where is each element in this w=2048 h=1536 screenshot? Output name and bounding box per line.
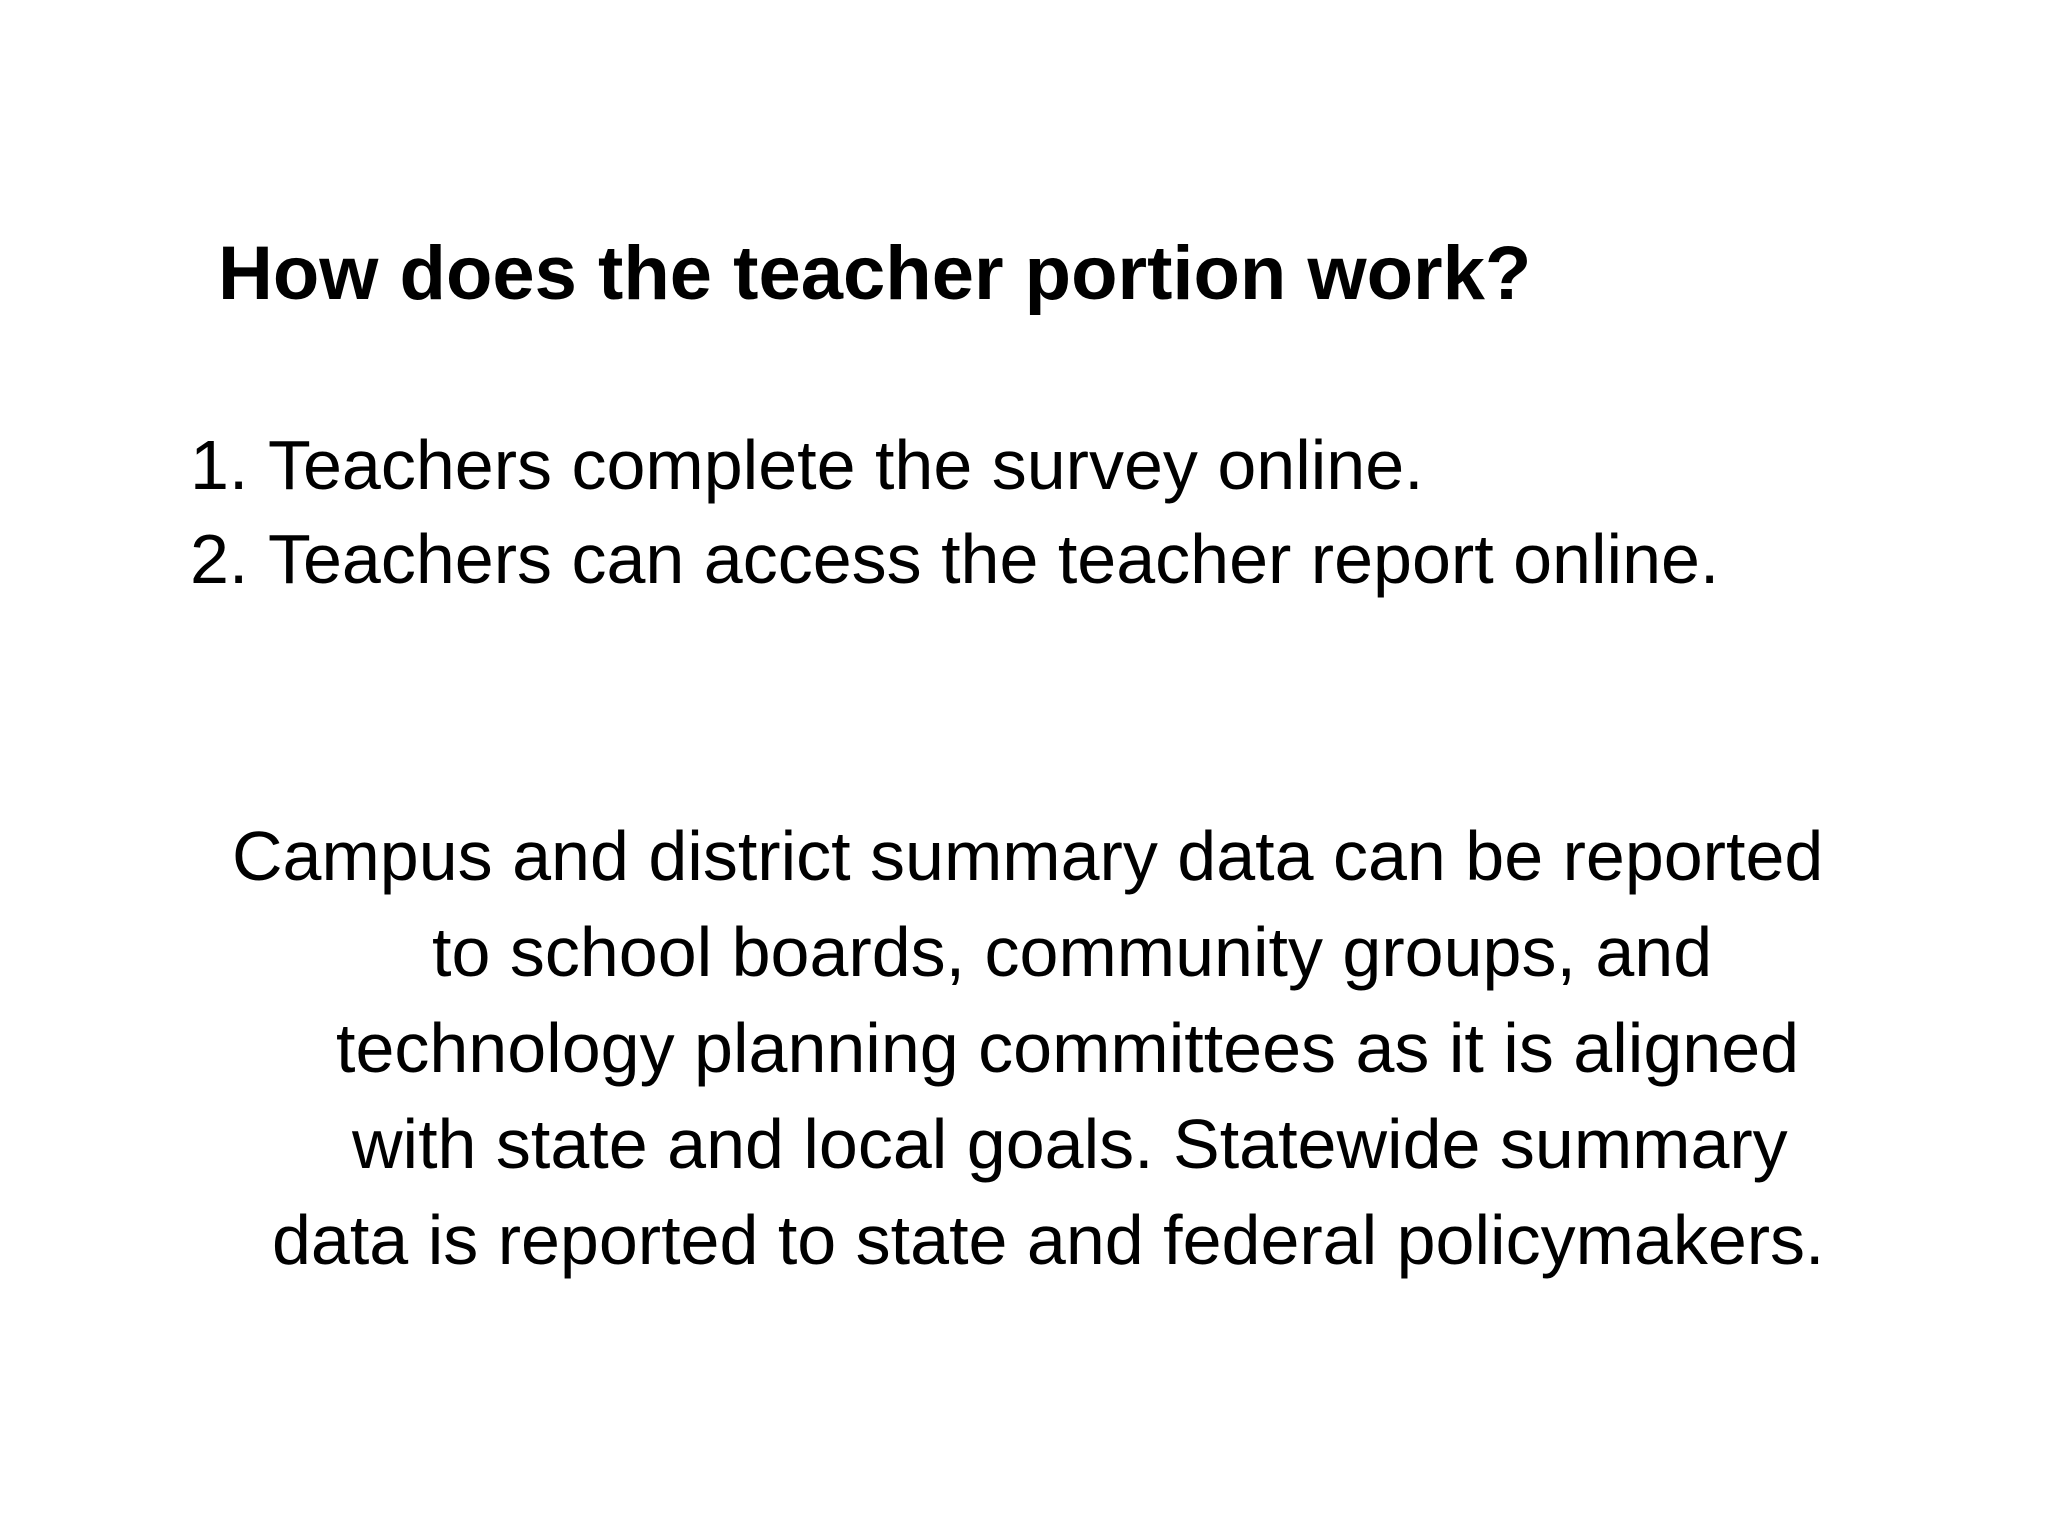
step-text: Teachers complete the survey online. [268, 426, 1424, 504]
steps-list [190, 418, 1719, 606]
list-item [190, 512, 1719, 606]
summary-paragraph [220, 808, 1920, 1288]
step-number: 1. [190, 426, 249, 504]
summary-line: to school boards, community groups, and [432, 913, 1713, 991]
summary-line: with state and local goals. Statewide summary [352, 1105, 1788, 1183]
summary-line: Campus and district summary data can be reported [232, 817, 1824, 895]
step-text: Teachers can access the teacher report online. [268, 520, 1720, 598]
summary-line: data is reported to state and federal policymakers. [272, 1201, 1825, 1279]
step-number: 2. [190, 520, 249, 598]
list-item [190, 418, 1719, 512]
slide-title: How does the teacher portion work? [218, 231, 1532, 316]
summary-line: technology planning committees as it is aligned [336, 1009, 1800, 1087]
